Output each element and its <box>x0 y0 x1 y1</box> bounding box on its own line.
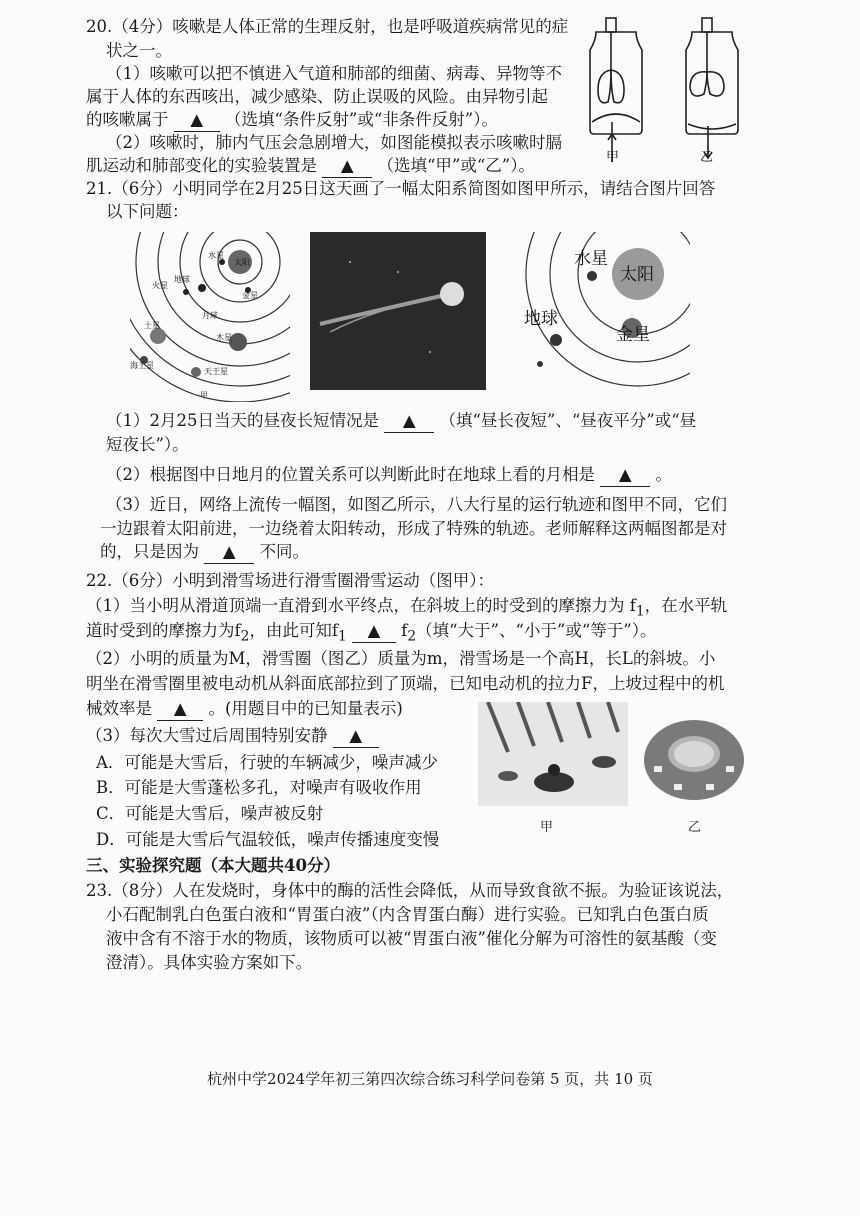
q21-line1: 21.（6分）小明同学在2月25日这天画了一幅太阳系简图如图甲所示，请结合图片回答 <box>86 179 716 198</box>
q22-p2-line1: （2）小明的质量为M，滑雪圈（图乙）质量为m，滑雪场是一个高H，长L的斜坡。小 <box>86 649 716 668</box>
q21-text: （填“昼长夜短”、“昼夜平分”或“昼 <box>439 411 697 430</box>
orbit-label: 木星 <box>216 333 232 342</box>
q21-text: （1）2月25日当天的昼夜长短情况是 <box>106 411 379 430</box>
answer-blank[interactable]: ▲ <box>157 698 203 721</box>
section-heading: 三、实验探究题（本大题共40分） <box>86 856 340 875</box>
q21-text: 。 <box>655 465 672 484</box>
q21-text: 的，只是因为 <box>100 542 199 561</box>
option-c: C．可能是大雪后，噪声被反射 <box>96 804 324 823</box>
q22-line1: 22.（6分）小明到滑雪场进行滑雪圈滑雪运动（图甲）： <box>86 571 494 590</box>
q20-text: （选填“甲”或“乙”）。 <box>377 156 535 175</box>
snow-slope-image <box>478 702 628 806</box>
subscript: 2 <box>407 628 417 645</box>
q21-p3-line3 <box>100 541 309 564</box>
figure-label-jia: 甲 <box>606 150 620 165</box>
q21-p3-line2: 一边跟着太阳前进，一边绕着太阳转动，形成了特殊的轨迹。老师解释这两幅图都是对 <box>100 519 727 538</box>
option-d: D．可能是大雪后气温较低，噪声传播速度变慢 <box>96 830 440 849</box>
q20-line3: （1）咳嗽可以把不慎进入气道和肺部的细菌、病毒、异物等不 <box>106 64 562 83</box>
subscript: 2 <box>240 628 250 645</box>
q21-text: 不同。 <box>259 542 309 561</box>
q22-text: （3）每次大雪过后周围特别安静 <box>86 726 328 745</box>
orbit-label: 天王星 <box>204 367 228 376</box>
q22-p2-line3 <box>86 698 403 721</box>
answer-blank[interactable]: ▲ <box>600 464 650 487</box>
subscript: 1 <box>635 603 645 620</box>
q22-p1-line1 <box>86 595 727 622</box>
q20-line2: 状之一。 <box>106 41 172 60</box>
orbit-label: 金星 <box>242 291 258 300</box>
q22-text: （1）当小明从滑道顶端一直滑到水平终点，在斜坡上的时受到的摩擦力为 f <box>86 596 636 615</box>
q22-text: 械效率是 <box>86 699 152 718</box>
subscript: 1 <box>337 628 347 645</box>
answer-blank[interactable]: ▲ <box>174 109 220 132</box>
orbit-label: 水星 <box>208 251 224 260</box>
option-b: B．可能是大雪蓬松多孔，对噪声有吸收作用 <box>96 778 422 797</box>
answer-blank[interactable]: ▲ <box>333 725 379 748</box>
orbit-label: 太阳 <box>620 265 654 285</box>
q22-p2-line2: 明坐在滑雪圈里被电动机从斜面底部拉到了顶端，已知电动机的拉力F，上坡过程中的机 <box>86 674 725 693</box>
q23-line1: 23.（8分）人在发烧时，身体中的酶的活性会降低，从而导致食欲不振。为验证该说法， <box>86 881 734 900</box>
q22-text: 。(用题目中的已知量表示) <box>208 699 403 718</box>
orbit-label: 金星 <box>616 325 650 345</box>
q23-line4: 澄清）。具体实验方案如下。 <box>106 953 313 972</box>
orbit-label: 甲 <box>200 391 208 400</box>
snow-slope-photo <box>478 702 628 806</box>
orbit-label: 月球 <box>202 311 218 320</box>
sun-earth-figure <box>520 232 690 390</box>
q20-line4: 属于人体的东西咳出，减少感染、防止误吸的风险。由异物引起 <box>86 87 548 106</box>
q20-line7 <box>86 155 535 178</box>
orbit-label: 地球 <box>524 309 558 329</box>
answer-blank[interactable]: ▲ <box>384 410 434 433</box>
orbit-label: 土星 <box>144 321 160 330</box>
page-footer: 杭州中学2024学年初三第四次综合练习科学问卷第 5 页，共 10 页 <box>207 1070 653 1088</box>
q20-line5 <box>86 109 498 132</box>
orbit-label: 太阳 <box>234 258 250 267</box>
option-a: A．可能是大雪后，行驶的车辆减少，噪声减少 <box>96 753 438 772</box>
sun-earth-diagram <box>520 232 690 390</box>
orbit-label: 地球 <box>174 275 190 284</box>
orbit-label: 海王星 <box>130 361 154 370</box>
q22-p3 <box>86 725 379 748</box>
snow-tube-image <box>642 710 746 804</box>
q22-text: ，在水平轨 <box>644 596 728 615</box>
q22-text: ，由此可知f <box>249 621 338 640</box>
figure-label-yi: 乙 <box>688 820 702 835</box>
q20-line1: 20.（4分）咳嗽是人体正常的生理反射，也是呼吸道疾病常见的症 <box>86 17 569 36</box>
planet-trajectory-photo <box>310 232 486 390</box>
answer-blank[interactable]: ▲ <box>352 620 396 643</box>
q21-p3-line1: （3）近日，网络上流传一幅图，如图乙所示，八大行星的运行轨迹和图甲不同，它们 <box>106 495 727 514</box>
q21-p1-line2: 短夜长”）。 <box>106 435 189 454</box>
q20-text: 的咳嗽属于 <box>86 110 169 129</box>
q21-p1-line1 <box>106 410 696 433</box>
orbit-label: 火星 <box>152 281 168 290</box>
q22-p1-line2 <box>86 620 656 647</box>
q22-text: 道时受到的摩擦力为f <box>86 621 241 640</box>
orbit-label: 水星 <box>574 249 608 269</box>
figure-label-yi: 乙 <box>700 150 714 165</box>
q23-line2: 小石配制乳白色蛋白液和“胃蛋白液”（内含胃蛋白酶）进行实验。已知乳白色蛋白质 <box>106 905 709 924</box>
q22-text: （填“大于”、“小于”或“等于”）。 <box>416 621 657 640</box>
q23-line3: 液中含有不溶于水的物质，该物质可以被“胃蛋白液”催化分解为可溶性的氨基酸（变 <box>106 929 717 948</box>
snow-tube-photo <box>642 710 746 804</box>
solar-system-figure-jia <box>130 232 290 402</box>
answer-blank[interactable]: ▲ <box>322 155 372 178</box>
answer-blank[interactable]: ▲ <box>204 541 254 564</box>
q20-line6: （2）咳嗽时，肺内气压会急剧增大，如图能模拟表示咳嗽时膈 <box>106 133 562 152</box>
q21-p2 <box>106 464 672 487</box>
solar-system-diagram <box>130 232 290 402</box>
figure-label-jia: 甲 <box>540 820 554 835</box>
q21-text: （2）根据图中日地月的位置关系可以判断此时在地球上看的月相是 <box>106 465 595 484</box>
q22-text: f <box>401 621 408 640</box>
trajectory-image <box>310 232 486 390</box>
q20-text: （选填“条件反射”或“非条件反射”）。 <box>225 110 498 129</box>
q20-text: 肌运动和肺部变化的实验装置是 <box>86 156 317 175</box>
q21-line2: 以下问题： <box>106 202 189 221</box>
